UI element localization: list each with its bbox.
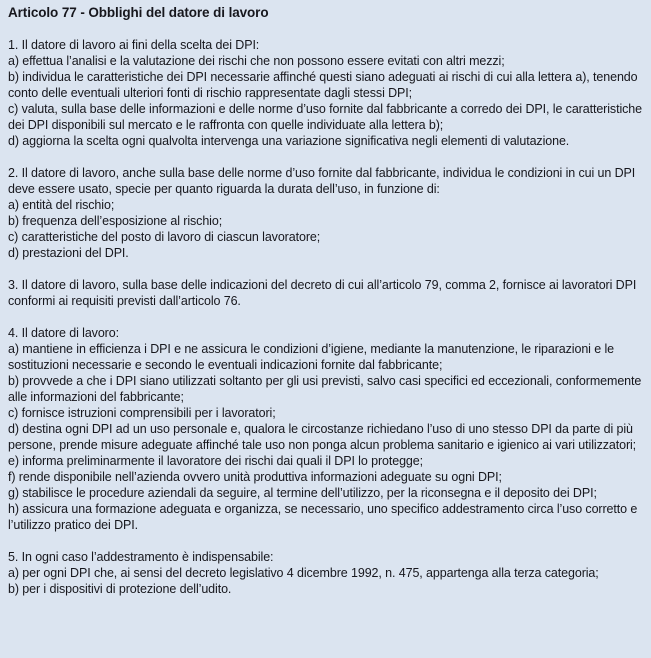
paragraph-2-intro: 2. Il datore di lavoro, anche sulla base delle norme d’uso fornite dal fabbricante, individua le condizioni in cui un DPI deve essere usato, specie per quanto riguarda la durata dell’uso, in funzione di:	[8, 166, 636, 196]
paragraph-5-item-b: b) per i dispositivi di protezione dell’udito.	[8, 582, 232, 596]
paragraph-2-item-d: d) prestazioni del DPI.	[8, 246, 129, 260]
paragraph-4-item-f: f) rende disponibile nell’azienda ovvero unità produttiva informazioni adeguate su ogni DPI;	[8, 470, 502, 484]
paragraph-4-item-d: d) destina ogni DPI ad un uso personale e, qualora le circostanze richiedano l’uso di uno stesso DPI da parte di più persone, prende misure adeguate affinché tale uso non ponga alcun problema sanitario e igienico ai vari utilizzatori;	[8, 422, 637, 452]
paragraph-4-item-e: e) informa preliminarmente il lavoratore dei rischi dai quali il DPI lo protegge;	[8, 454, 424, 468]
paragraph-1	[8, 37, 643, 149]
paragraph-5-intro: 5. In ogni caso l’addestramento è indispensabile:	[8, 550, 274, 564]
paragraph-4-item-b: b) provvede a che i DPI siano utilizzati soltanto per gli usi previsti, salvo casi specifici ed eccezionali, conformemente alle informazioni del fabbricante;	[8, 374, 642, 404]
paragraph-4	[8, 325, 643, 533]
article-title: Articolo 77 - Obblighi del datore di lavoro	[8, 5, 269, 20]
paragraph-2-item-c: c) caratteristiche del posto di lavoro di ciascun lavoratore;	[8, 230, 321, 244]
paragraph-5-item-a: a) per ogni DPI che, ai sensi del decreto legislativo 4 dicembre 1992, n. 475, appartenga alla terza categoria;	[8, 566, 599, 580]
paragraph-3-text: 3. Il datore di lavoro, sulla base delle indicazioni del decreto di cui all’articolo 79, comma 2, fornisce ai lavoratori DPI conformi ai requisiti previsti dall’articolo 76.	[8, 278, 637, 308]
paragraph-5	[8, 549, 643, 597]
paragraph-1-item-a: a) effettua l’analisi e la valutazione dei rischi che non possono essere evitati con altri mezzi;	[8, 54, 505, 68]
paragraph-1-item-d: d) aggiorna la scelta ogni qualvolta intervenga una variazione significativa negli elementi di valutazione.	[8, 134, 570, 148]
paragraph-4-item-a: a) mantiene in efficienza i DPI e ne assicura le condizioni d’igiene, mediante la manutenzione, le riparazioni e le sostituzioni necessarie e secondo le eventuali indicazioni fornite dal fabbricante;	[8, 342, 614, 372]
paragraph-4-intro: 4. Il datore di lavoro:	[8, 326, 119, 340]
paragraph-1-intro: 1. Il datore di lavoro ai fini della scelta dei DPI:	[8, 38, 260, 52]
paragraph-4-item-g: g) stabilisce le procedure aziendali da seguire, al termine dell’utilizzo, per la riconsegna e il deposito dei DPI;	[8, 486, 597, 500]
paragraph-1-item-c: c) valuta, sulla base delle informazioni e delle norme d’uso fornite dal fabbricante a corredo dei DPI, le caratteristiche dei DPI disponibili sul mercato e le raffronta con quelle individuate alla lettera b);	[8, 102, 642, 132]
paragraph-3	[8, 277, 643, 309]
paragraph-4-item-c: c) fornisce istruzioni comprensibili per i lavoratori;	[8, 406, 276, 420]
paragraph-1-item-b: b) individua le caratteristiche dei DPI necessarie affinché questi siano adeguati ai rischi di cui alla lettera a), tenendo conto delle eventuali ulteriori fonti di rischio rappresentate dagli stessi DPI;	[8, 70, 638, 100]
paragraph-4-item-h: h) assicura una formazione adeguata e organizza, se necessario, uno specifico addestramento circa l’uso corretto e l’utilizzo pratico dei DPI.	[8, 502, 638, 532]
paragraph-2	[8, 165, 643, 261]
paragraph-2-item-b: b) frequenza dell’esposizione al rischio;	[8, 214, 223, 228]
paragraph-2-item-a: a) entità del rischio;	[8, 198, 115, 212]
